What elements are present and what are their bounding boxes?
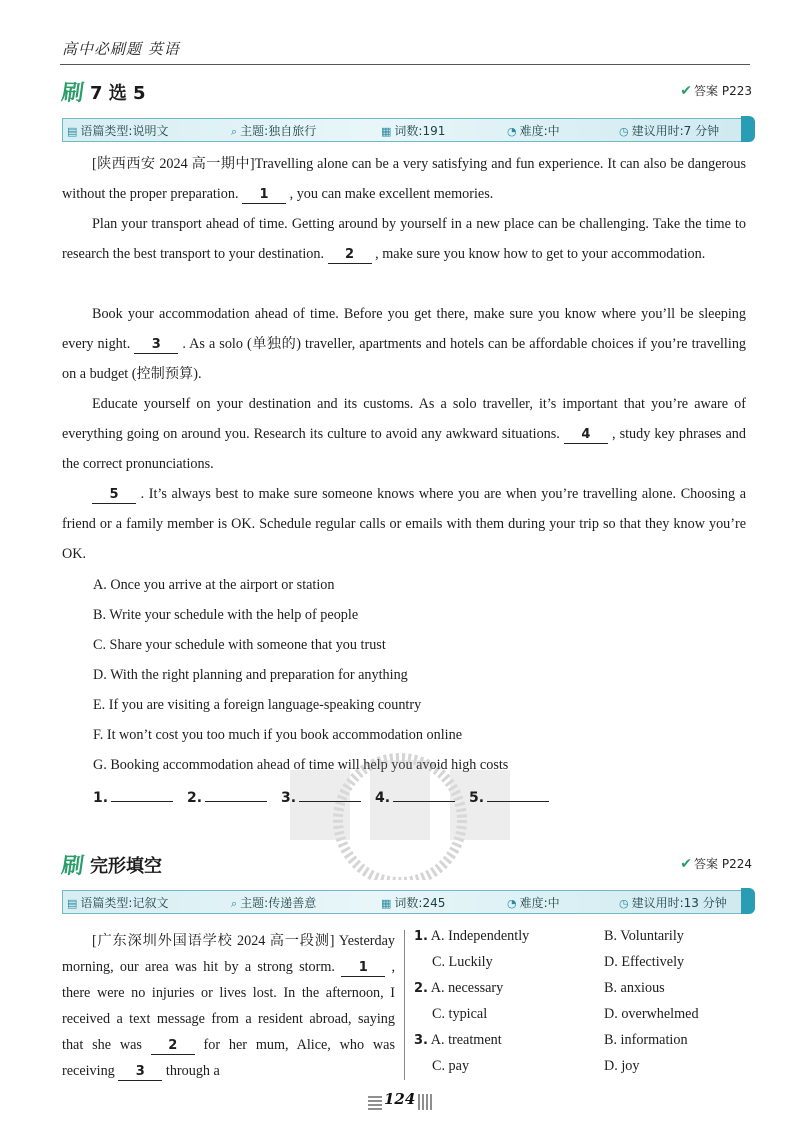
blank-3: 3 [118, 1063, 162, 1081]
paragraph-5: 5 . It’s always best to make sure someone knows where you are when you’re travelling alone. Choosing a friend or a family member is OK. Schedule regular calls or emails with them during your trip so that they know you’re OK. [62, 486, 746, 562]
column-divider [404, 930, 405, 1080]
blank-1: 1 [242, 186, 286, 204]
info-bar-cap [741, 116, 755, 142]
passage-info-bar [62, 890, 748, 914]
question-1-row1: 1. A. Independently [414, 928, 530, 944]
blank-5: 5 [92, 486, 136, 504]
info-type: ▤ 语篇类型:说明文 [67, 124, 169, 138]
check-icon: ✔ [680, 856, 693, 872]
gauge-icon: ◔ [507, 125, 517, 138]
page-number-decoration [368, 1094, 382, 1110]
answer-slot-2[interactable]: 2. [187, 790, 267, 806]
gauge-icon: ◔ [507, 897, 517, 910]
paragraph-1: [陕西西安 2024 高一期中]Travelling alone can be a very satisfying and fun experience. It can also be dangerous without the proper preparation. 1 , you can make excellent memories. [62, 156, 746, 202]
list-icon: ▦ [381, 125, 392, 138]
option-e: E. If you are visiting a foreign language-speaking country [93, 697, 422, 713]
answer-slot-4[interactable]: 4. [375, 790, 455, 806]
choice-1d[interactable]: D. Effectively [604, 954, 685, 970]
question-2-row1: 2. A. necessary [414, 980, 504, 996]
document-icon: ▤ [67, 897, 78, 910]
answer-slot-1[interactable]: 1. [93, 790, 173, 806]
page-number-decoration [418, 1094, 432, 1110]
search-icon: ⌕ [231, 897, 238, 910]
choice-2d[interactable]: D. overwhelmed [604, 1006, 699, 1022]
choice-3b[interactable]: B. information [604, 1032, 688, 1048]
choice-3d[interactable]: D. joy [604, 1058, 640, 1074]
clock-icon: ◷ [619, 125, 629, 138]
paragraph-3: Book your accommodation ahead of time. Before you get there, make sure you know where you’ll be sleeping every night. 3 . As a solo (单独的) traveller, apartments and hotels can be affordable choices if you’re travelling on a budget (控制预算). [62, 306, 747, 382]
brush-logo-icon: 刷 [59, 854, 86, 879]
blank-2: 2 [328, 246, 372, 264]
document-icon: ▤ [67, 125, 78, 138]
paragraph-4: Educate yourself on your destination and its customs. As a solo traveller, it’s important that you’re aware of everything going on around you. Research its culture to avoid any awkward situations. 4 , study key phrases and the correct pronunciations. [62, 396, 746, 472]
choice-1a[interactable]: A. Independently [430, 928, 530, 944]
answer-reference-text: 答案 P224 [694, 857, 752, 871]
header-divider [60, 64, 750, 65]
option-d: D. With the right planning and preparation for anything [93, 667, 408, 683]
answer-reference [680, 855, 752, 872]
section-title: 完形填空 [90, 856, 162, 877]
choice-2b[interactable]: B. anxious [604, 980, 665, 996]
info-type: ▤ 语篇类型:记叙文 [67, 896, 169, 910]
info-topic: ⌕ 主题:独自旅行 [231, 124, 317, 138]
info-difficulty: ◔ 难度:中 [507, 896, 560, 910]
info-words: ▦ 词数:245 [381, 896, 446, 910]
search-icon: ⌕ [231, 125, 238, 138]
info-difficulty: ◔ 难度:中 [507, 124, 560, 138]
info-bar-cap [741, 888, 755, 914]
option-f: F. It won’t cost you too much if you book accommodation online [93, 727, 463, 743]
answer-reference [680, 82, 752, 99]
option-a: A. Once you arrive at the airport or station [93, 577, 335, 593]
option-c: C. Share your schedule with someone that you trust [93, 637, 386, 653]
choice-3c[interactable]: C. pay [432, 1058, 470, 1074]
choice-2a[interactable]: A. necessary [430, 980, 504, 996]
choice-3a[interactable]: A. treatment [430, 1032, 502, 1048]
option-g: G. Booking accommodation ahead of time will help you avoid high costs [93, 757, 509, 773]
brush-logo-icon: 刷 [59, 81, 86, 106]
option-b: B. Write your schedule with the help of people [93, 607, 359, 623]
section-heading-cloze [59, 849, 752, 879]
check-icon: ✔ [680, 83, 693, 99]
cloze-passage: [广东深圳外国语学校 2024 高一段测] Yesterday morning, our area was hit by a strong storm. 1 , there were no injuries or lives lost. In the afternoon, I received a text message from a resident abroad, saying that she was 2 for her mum, Alice, who was receiving 3 through a [62, 933, 396, 1079]
page-number: 124 [384, 1090, 416, 1108]
choice-1c[interactable]: C. Luckily [432, 954, 493, 970]
answer-slot-5[interactable]: 5. [469, 790, 549, 806]
passage-info-bar [62, 118, 748, 142]
clock-icon: ◷ [619, 897, 629, 910]
paragraph-2: Plan your transport ahead of time. Getting around by yourself in a new place can be challenging. Take the time to research the best transport to your destination. 2 , make sure you know how to get to your accommodation. [62, 216, 746, 262]
book-title: 高中必刷题 英语 [62, 40, 180, 58]
blank-4: 4 [564, 426, 608, 444]
info-time: ◷ 建议用时:13 分钟 [619, 896, 727, 910]
blank-1: 1 [341, 959, 385, 977]
answer-reference-text: 答案 P223 [694, 84, 752, 98]
info-words: ▦ 词数:191 [381, 124, 446, 138]
section-title: 7 选 5 [90, 83, 146, 104]
choice-2c[interactable]: C. typical [432, 1006, 488, 1022]
info-time: ◷ 建议用时:7 分钟 [619, 124, 720, 138]
section-heading-reading [59, 76, 752, 106]
question-3-row1: 3. A. treatment [414, 1032, 502, 1048]
choice-1b[interactable]: B. Voluntarily [604, 928, 684, 944]
blank-2: 2 [151, 1037, 195, 1055]
blank-3: 3 [134, 336, 178, 354]
list-icon: ▦ [381, 897, 392, 910]
answer-slot-3[interactable]: 3. [281, 790, 361, 806]
info-topic: ⌕ 主题:传递善意 [231, 896, 317, 910]
